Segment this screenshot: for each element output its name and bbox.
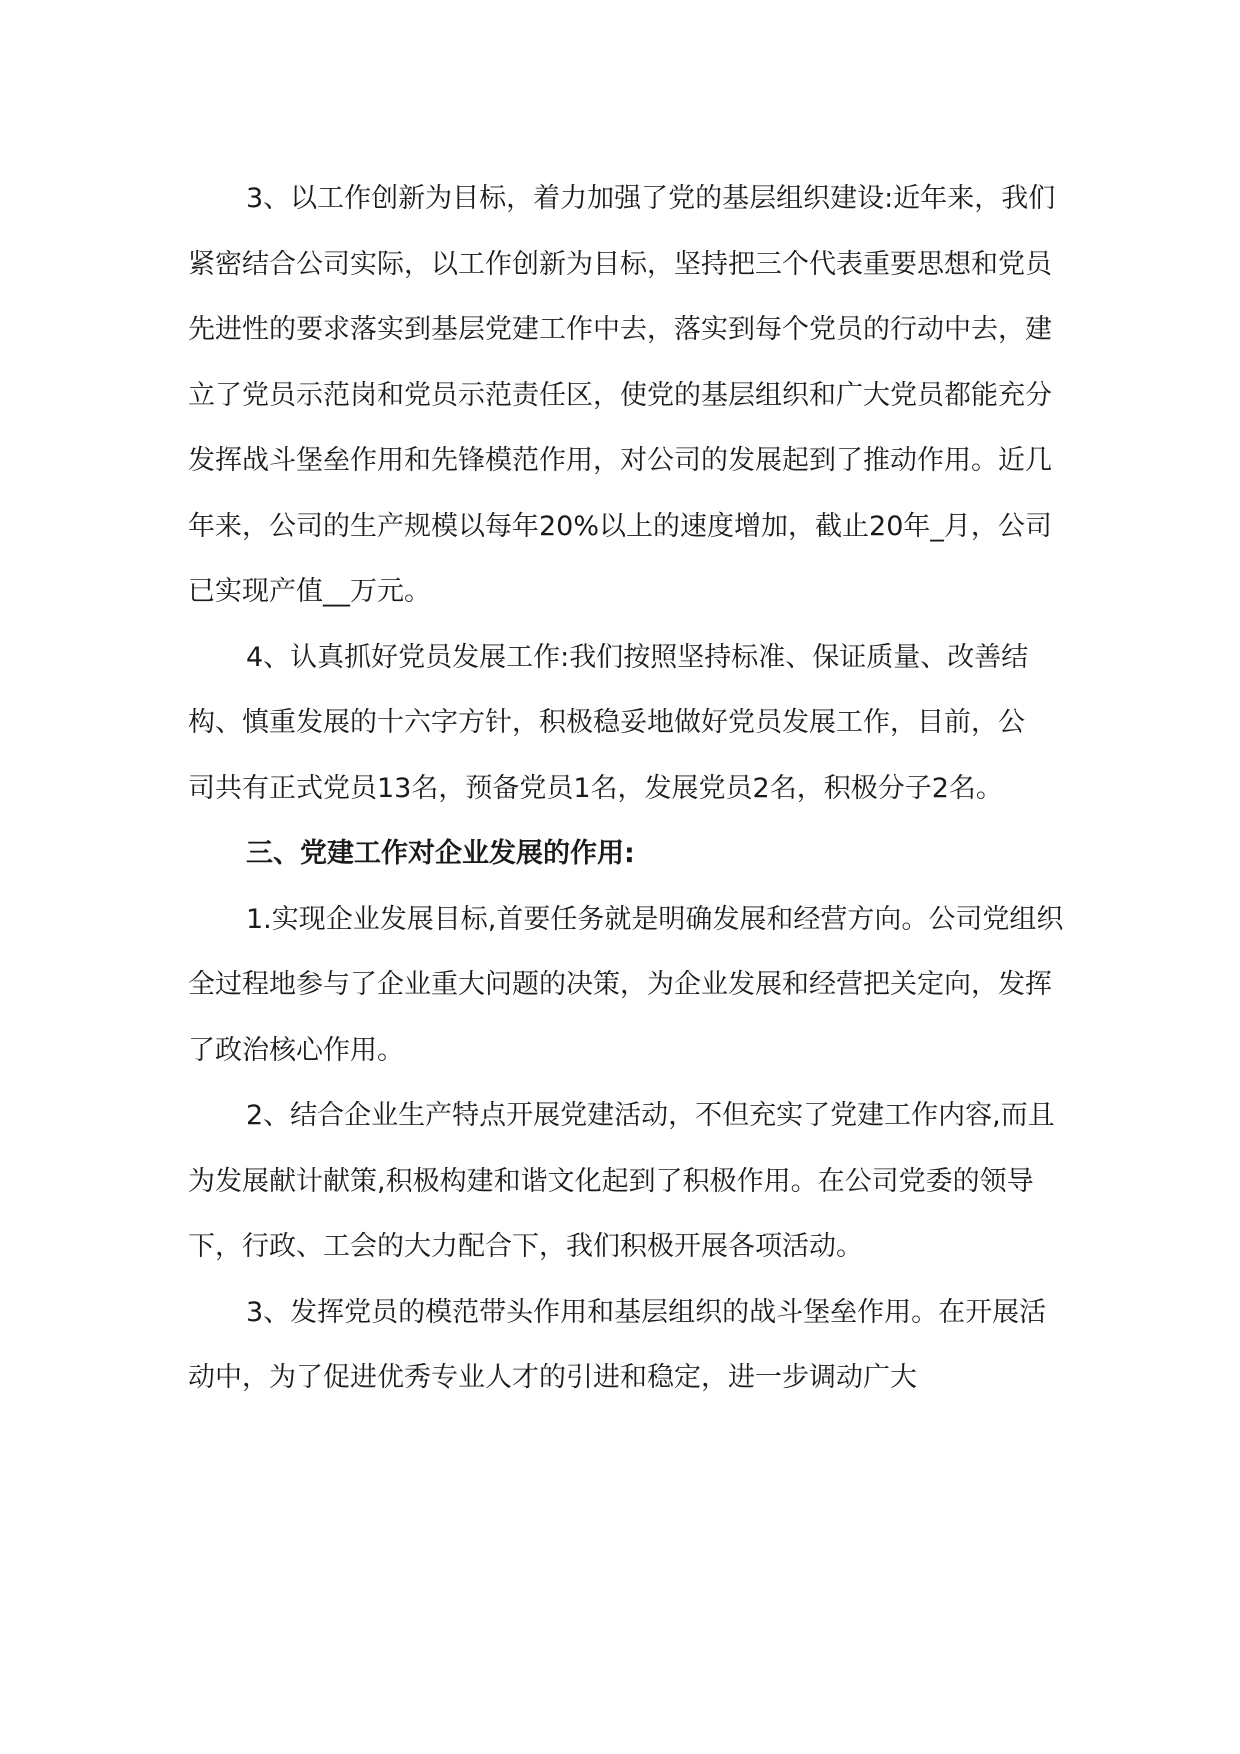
paragraph-party-organization-building: 3、以工作创新为目标，着力加强了党的基层组织建设:近年来，我们紧密结合公司实际，以工作创新为目标，坚持把三个代表重要思想和党员先进性的要求落实到基层党建工作中去，落实到每个党员的行动中去，建立了党员示范岗和党员示范责任区，使党的基层组织和广大党员都能充分发挥战斗堡垒作用和先锋模范作用，对公司的发展起到了推动作用。近几年来，公司的生产规模以每年20%以上的速度增加，截止20年_月，公司已实现产值__万元。 bbox=[188, 183, 1056, 607]
document-body bbox=[188, 166, 1068, 1411]
paragraph-development-goals: 1.实现企业发展目标,首要任务就是明确发展和经营方向。公司党组织全过程地参与了企业重大问题的决策，为企业发展和经营把关定向，发挥了政治核心作用。 bbox=[188, 903, 1064, 1066]
paragraph-party-activities: 2、结合企业生产特点开展党建活动，不但充实了党建工作内容,而且为发展献计献策,积极构建和谐文化起到了积极作用。在公司党委的领导下，行政、工会的大力配合下，我们积极开展各项活动。 bbox=[188, 1100, 1055, 1262]
paragraph-model-role: 3、发挥党员的模范带头作用和基层组织的战斗堡垒作用。在开展活动中，为了促进优秀专业人才的引进和稳定，进一步调动广大 bbox=[188, 1296, 1047, 1393]
paragraph-member-development: 4、认真抓好党员发展工作:我们按照坚持标准、保证质量、改善结构、慎重发展的十六字方针，积极稳妥地做好党员发展工作，目前，公司共有正式党员13名，预备党员1名，发展党员2名，积极分子2名。 bbox=[188, 641, 1029, 804]
section-heading-party-role: 三、党建工作对企业发展的作用: bbox=[246, 838, 635, 869]
